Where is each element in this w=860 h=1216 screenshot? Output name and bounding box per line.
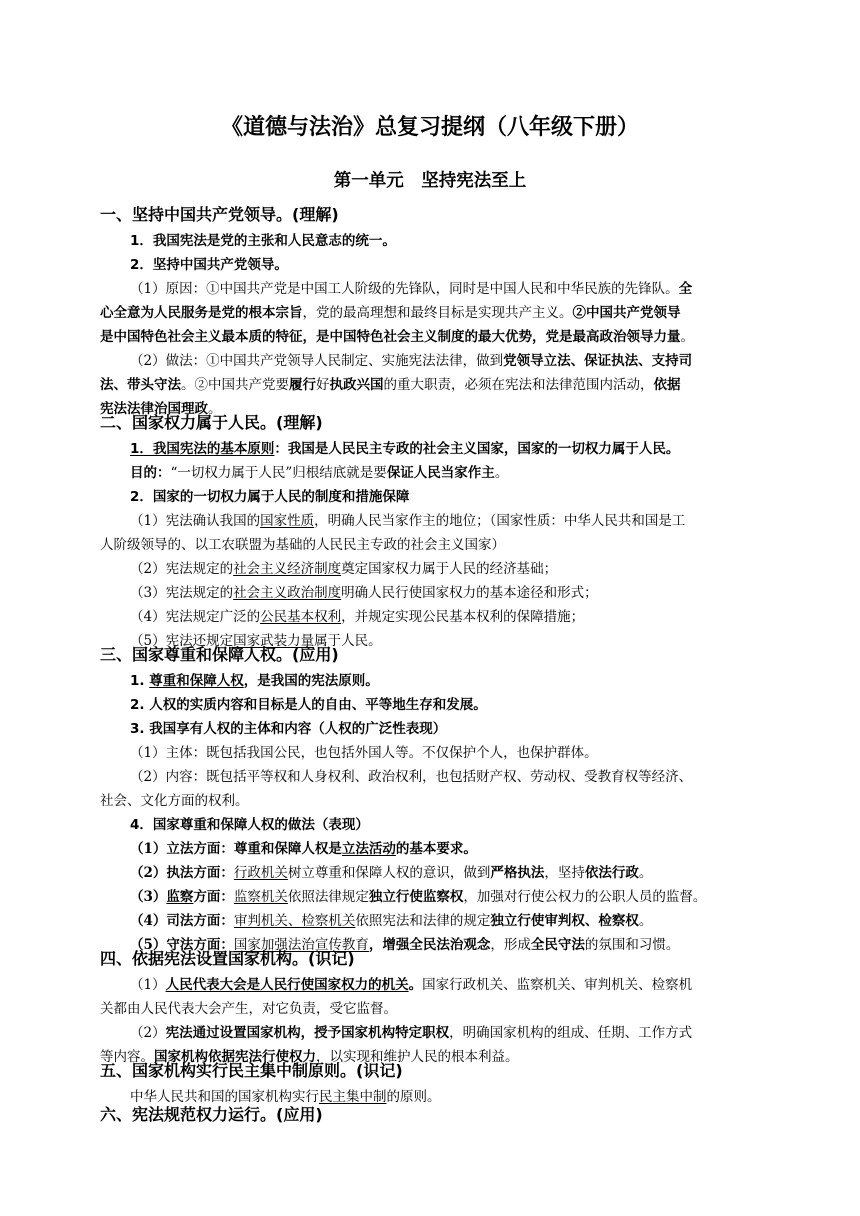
s1-reason-line-2: 心全意为人民服务是党的根本宗旨，党的最高理想和最终目标是实现共产主义。②中国共产党领导 xyxy=(100,305,681,321)
s4-item-1-line-1: （1）人民代表大会是人民行使国家权力的机关。国家行政机关、监察机关、审判机关、检察机 xyxy=(130,977,693,993)
s2-point-2: 2．国家的一切权力属于人民的制度和措施保障 xyxy=(130,489,410,505)
s2-item-5: （5）宪法还规定国家武装力量属于人民。 xyxy=(130,633,382,649)
s5-body: 中华人民共和国的国家机构实行民主集中制的原则。 xyxy=(130,1089,441,1105)
s2-purpose: 目的：“一切权力属于人民”归根结底就是要保证人民当家作主。 xyxy=(130,465,509,481)
s3-point-3: 3. 我国享有人权的主体和内容（人权的广泛性表现） xyxy=(130,721,447,737)
s1-point-1: 1．我国宪法是党的主张和人民意志的统一。 xyxy=(130,233,396,249)
s2-item-1-line-1: （1）宪法确认我国的国家性质，明确人民当家作主的地位；（国家性质：中华人民共和国是工 xyxy=(130,513,686,529)
s3-enforcement: （2）执法方面：行政机关树立尊重和保障人权的意识，做到严格执法，坚持依法行政。 xyxy=(130,865,653,881)
s3-law-abiding: （5）守法方面：国家加强法治宣传教育，增强全民法治观念，形成全民守法的氛围和习惯。 xyxy=(130,937,680,953)
section-heading-1: 一、坚持中国共产党领导。(理解) xyxy=(100,205,339,224)
s3-point-4: 4．国家尊重和保障人权的做法（表现） xyxy=(130,817,369,833)
s3-point-1: 1. 尊重和保障人权，是我国的宪法原则。 xyxy=(130,673,379,689)
s3-supervision: （3）监察方面：监察机关依照法律规定独立行使监察权，加强对行使公权力的公职人员的监督。 xyxy=(130,889,707,905)
s2-point-1: 1．我国宪法的基本原则：我国是人民民主专政的社会主义国家，国家的一切权力属于人民。 xyxy=(130,441,680,457)
s1-reason-line-1: （1）原因：①中国共产党是中国工人阶级的先锋队，同时是中国人民和中华民族的先锋队。全 xyxy=(130,281,693,297)
s2-item-1-line-2: 人阶级领导的、以工农联盟为基础的人民民主专政的社会主义国家） xyxy=(100,537,505,553)
s3-content-line-2: 社会、文化方面的权利。 xyxy=(100,793,249,809)
s4-item-2-line-2: 等内容。国家机构依据宪法行使权力，以实现和维护人民的根本利益。 xyxy=(100,1049,519,1065)
s3-legislation: （1）立法方面：尊重和保障人权是立法活动的基本要求。 xyxy=(130,841,477,857)
s2-item-2: （2）宪法规定的社会主义经济制度奠定国家权力属于人民的经济基础； xyxy=(130,561,558,577)
s3-content-line-1: （2）内容：既包括平等权和人身权利、政治权利，也包括财产权、劳动权、受教育权等经济、 xyxy=(130,769,693,785)
s3-point-2: 2. 人权的实质内容和目标是人的自由、平等地生存和发展。 xyxy=(130,697,487,713)
s1-method-line-1: （2）做法：①中国共产党领导人民制定、实施宪法法律，做到党领导立法、保证执法、支持司 xyxy=(130,353,693,369)
s3-judiciary: （4）司法方面：审判机关、检察机关依照宪法和法律的规定独立行使审判权、检察权。 xyxy=(130,913,653,929)
document-title: 《道德与法治》总复习提纲（八年级下册） xyxy=(220,115,639,140)
section-heading-5: 五、国家机构实行民主集中制原则。(识记) xyxy=(100,1061,403,1080)
unit-title: 第一单元 坚持宪法至上 xyxy=(333,171,527,191)
s4-item-1-line-2: 关都由人民代表大会产生，对它负责，受它监督。 xyxy=(100,1001,397,1017)
s2-item-3: （3）宪法规定的社会主义政治制度明确人民行使国家权力的基本途径和形式； xyxy=(130,585,598,601)
section-heading-6: 六、宪法规范权力运行。(应用) xyxy=(100,1105,323,1124)
section-heading-2: 二、国家权力属于人民。(理解) xyxy=(100,413,323,432)
section-heading-4: 四、依据宪法设置国家机构。(识记) xyxy=(100,949,355,968)
s1-method-line-2: 法、带头守法。②中国共产党要履行好执政兴国的重大职责，必须在宪法和法律范围内活动，依据 xyxy=(100,377,681,393)
s1-method-line-3: 宪法法律治国理政。 xyxy=(100,401,222,417)
s1-reason-line-3: 是中国特色社会主义最本质的特征，是中国特色社会主义制度的最大优势，党是最高政治领导力量。 xyxy=(100,329,694,345)
s4-item-2-line-1: （2）宪法通过设置国家机构，授予国家机构特定职权，明确国家机构的组成、任期、工作方式 xyxy=(130,1025,693,1041)
s3-subject: （1）主体：既包括我国公民，也包括外国人等。不仅保护个人，也保护群体。 xyxy=(130,745,598,761)
s2-item-4: （4）宪法规定广泛的公民基本权利，并规定实现公民基本权利的保障措施； xyxy=(130,609,585,625)
section-heading-3: 三、国家尊重和保障人权。(应用) xyxy=(100,645,339,664)
s1-point-2: 2．坚持中国共产党领导。 xyxy=(130,257,288,273)
